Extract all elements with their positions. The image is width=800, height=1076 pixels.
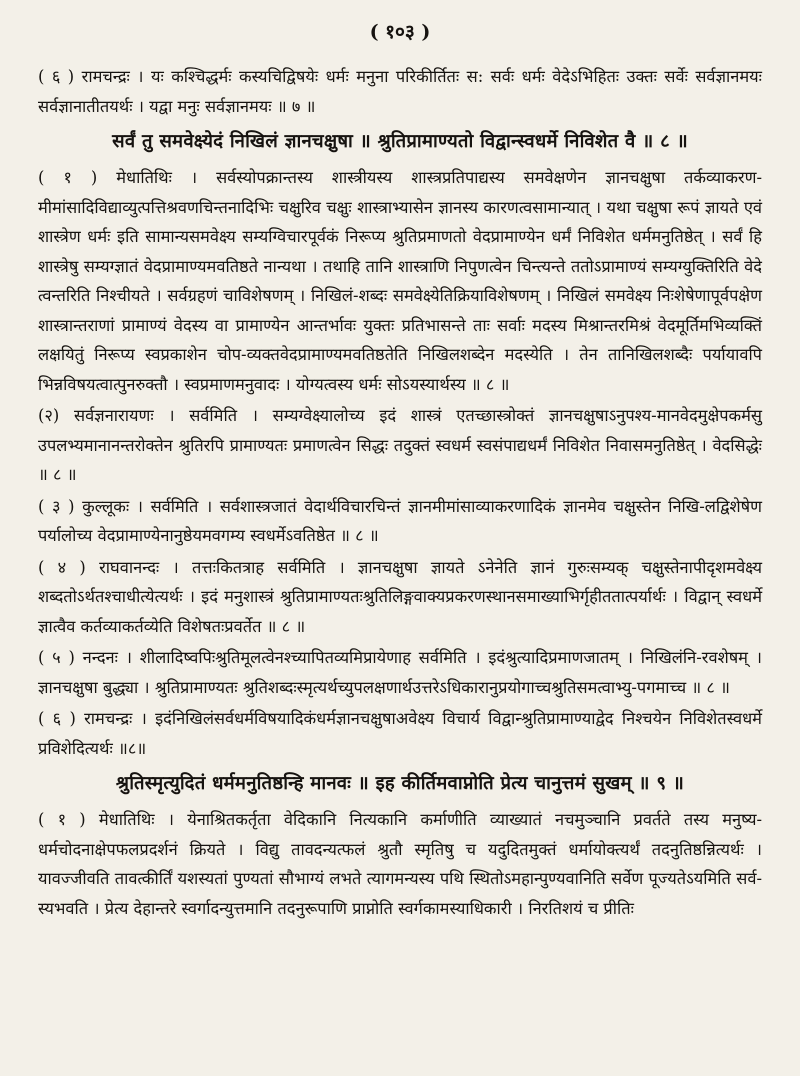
commentary-paragraph: (२) सर्वज्ञनारायणः । सर्वमिति । सम्यग्वेक्ष्यालोच्य इदं शास्त्रं एतच्छास्त्रोक्तं ज्ञानचक्षुषाऽनुपश्य-मानवेदमुक्षेपकर्मसु उपलभ्यमानानन्तरोक्तेन श्रुतिरपि प्रामाण्यतः प्रमाणत्वेन सिद्धः तदुक्तं स्वधर्म स्वसंपाद्यधर्मं निविशेत निवासमनुतिष्ठेत् । वेदसिद्धेः ॥ ८ ॥ [38,406,762,484]
text-body [38,62,762,925]
commentary-paragraph: ( १ ) मेधातिथिः । येनाश्रितकर्तृता वेदिकानि नित्यकानि कर्माणीति व्याख्यातं नचमुञ्चानि प्रवर्तते तस्य मनुष्य-धर्मचोदनाक्षेपफलप्रदर्शनं क्रियते । विद्यु तावदन्यत्फलं श्रुतौ स्मृतिषु च यदुदितमुक्तं धर्मायोक्त्यर्थं तदनुतिष्ठन्नित्यर्थः । यावज्जीवति तावत्कीर्तिं यशस्यतां पुण्यतां सौभाग्यं लभते त्यागमन्यस्य पथि स्थितोऽमहान्पुण्यवानिति सर्वेण पूज्यतेऽयमिति सर्व-स्यभवति । प्रेत्य देहान्तरे स्वर्गादन्युत्तमानि तदनुरूपाणि प्राप्नोति स्वर्गकामस्याधिकारी । निरतिशयं च प्रीतिः [38,810,762,918]
commentary-paragraph: ( ५ ) नन्दनः । शीलादिष्वपिःश्रुतिमूलत्वेनश्च्यापितव्यमिप्रायेणाह सर्वमिति । इदंश्रुत्यादिप्रमाणजातम् । निखिलंनि-रवशेषम् । ज्ञानचक्षुषा बुद्ध्या । श्रुतिप्रामाण्यतः श्रुतिशब्दःस्मृत्यर्थच्युपलक्षणार्थउत्तरेऽधिकारानुप्रयोगाच्चश्रुतिसमत्वाभ्यु-पगमाच्च ॥ ८ ॥ [38,648,762,697]
verse-8: सर्वं तु समवेक्ष्येदं निखिलं ज्ञानचक्षुषा ॥ श्रुतिप्रामाण्यतो विद्वान्स्वधर्मे निविशेत वै ॥ ८ ॥ [112,131,688,152]
commentary-paragraph: ( ६ ) रामचन्द्रः । इदंनिखिलंसर्वधर्मविषयादिकंधर्मज्ञानचक्षुषाअवेक्ष्य विचार्य विद्वान्श्रुतिप्रामाण्याद्वेद निश्चयेन निविशेतस्वधर्मे प्रविशेदित्यर्थः ॥८॥ [38,709,762,758]
commentary-paragraph: ( ६ ) रामचन्द्रः । यः कश्चिद्धर्मः कस्यचिद्विषयेः धर्मः मनुना परिकीर्तितः स: सर्वः धर्मः वेदेऽभिहितः उक्तः सर्वेः सर्वज्ञानमयः सर्वज्ञानातीतयर्थः । यद्वा मनुः सर्वज्ञानमयः ॥ ७ ॥ [38,67,762,116]
commentary-paragraph: ( ३ ) कुल्लूकः । सर्वमिति । सर्वशास्त्रजातं वेदार्थविचारचिन्तं ज्ञानमीमांसाव्याकरणादिकं ज्ञानमेव चक्षुस्तेन निखि-लद्विशेषेण पर्यालोच्य वेदप्रामाण्येनानुष्ठेयमवगम्य स्वधर्मेऽवतिष्ठेत ॥ ८ ॥ [38,496,762,545]
verse-9: श्रुतिस्मृत्युदितं धर्ममनुतिष्ठन्हि मानवः ॥ इह कीर्तिमवाप्नोति प्रेत्य चानुत्तमं सुखम् ॥ ९ ॥ [115,773,685,794]
commentary-paragraph: ( ४ ) राघवानन्दः । तत्तःकितत्राह सर्वमिति । ज्ञानचक्षुषा ज्ञायते ऽनेनेति ज्ञानं गुरुःसम्यक् चक्षुस्तेनापीदृशमवेक्ष्य शब्दतोऽर्थतश्चाधीत्येत्यर्थः । इदं मनुशास्त्रं श्रुतिप्रामाण्यतःश्रुतिलिङ्गवाक्यप्रकरणस्थानसमाख्याभिर्गृहीततात्पर्यार्थः । विद्वान् स्वधर्मे ज्ञात्वैव कर्तव्याकर्तव्येति विशेषतःप्रवर्तेत ॥ ८ ॥ [38,557,762,636]
page-number: ( १०३ ) [369,21,431,43]
commentary-paragraph: ( १ ) मेधातिथिः । सर्वस्योपक्रान्तस्य शास्त्रीयस्य शास्त्रप्रतिपाद्यस्य समवेक्षणेन ज्ञानचक्षुषा तर्कव्याकरण-मीमांसादिविद्याव्युत्पत्तिश्रवणचिन्तनादिभिः चक्षुरिव चक्षुः शास्त्राभ्यासेन ज्ञानस्य कारणत्वसामान्यात् । यथा चक्षुषा रूपं ज्ञायते एवं शास्त्रेण धर्मः इति सामान्यसमवेक्ष्य सम्यग्विचारपूर्वकं निरूप्य श्रुतिप्रमाणतो वेदप्रामाण्येन धर्मं निविशेत धर्ममनुतिष्ठेत् । सर्वं हि शास्त्रेषु सम्यग्ज्ञातं वेदप्रामाण्यमवतिष्ठते नान्यथा । तथाहि तानि शास्त्राणि निपुणत्वेन चिन्त्यन्ते ततोऽप्रामाण्यं सम्यग्युक्तिरिति वेदे त्वन्तरिति निश्चीयते । सर्वग्रहणं चाविशेषणम् । निखिलं-शब्दः समवेक्ष्येतिक्रियाविशेषणम् । निखिलं समवेक्ष्य निःशेषेणापूर्वपक्षेण शास्त्रान्तराणां प्रामाण्यं वेदस्य वा प्रामाण्येन आन्तर्भावः युक्तः प्रतिभासन्ते ताः सर्वाः मदस्य मिश्रान्तरमिश्रं वेदमूर्तिमभिव्यक्तिं लक्षयितुं निरूप्य स्वप्रकाशेन चोप-व्यक्तवेदप्रामाण्यमवतिष्ठतेति निखिलशब्देन मदस्येति । तेन तानिखिलशब्दैः पर्यायावपि भिन्नविषयत्वात्पुनरुक्तौ । स्वप्रमाणमनुवादः । योग्यत्वस्य धर्मः सोऽयस्यार्थस्य ॥ ८ ॥ [38,168,762,394]
